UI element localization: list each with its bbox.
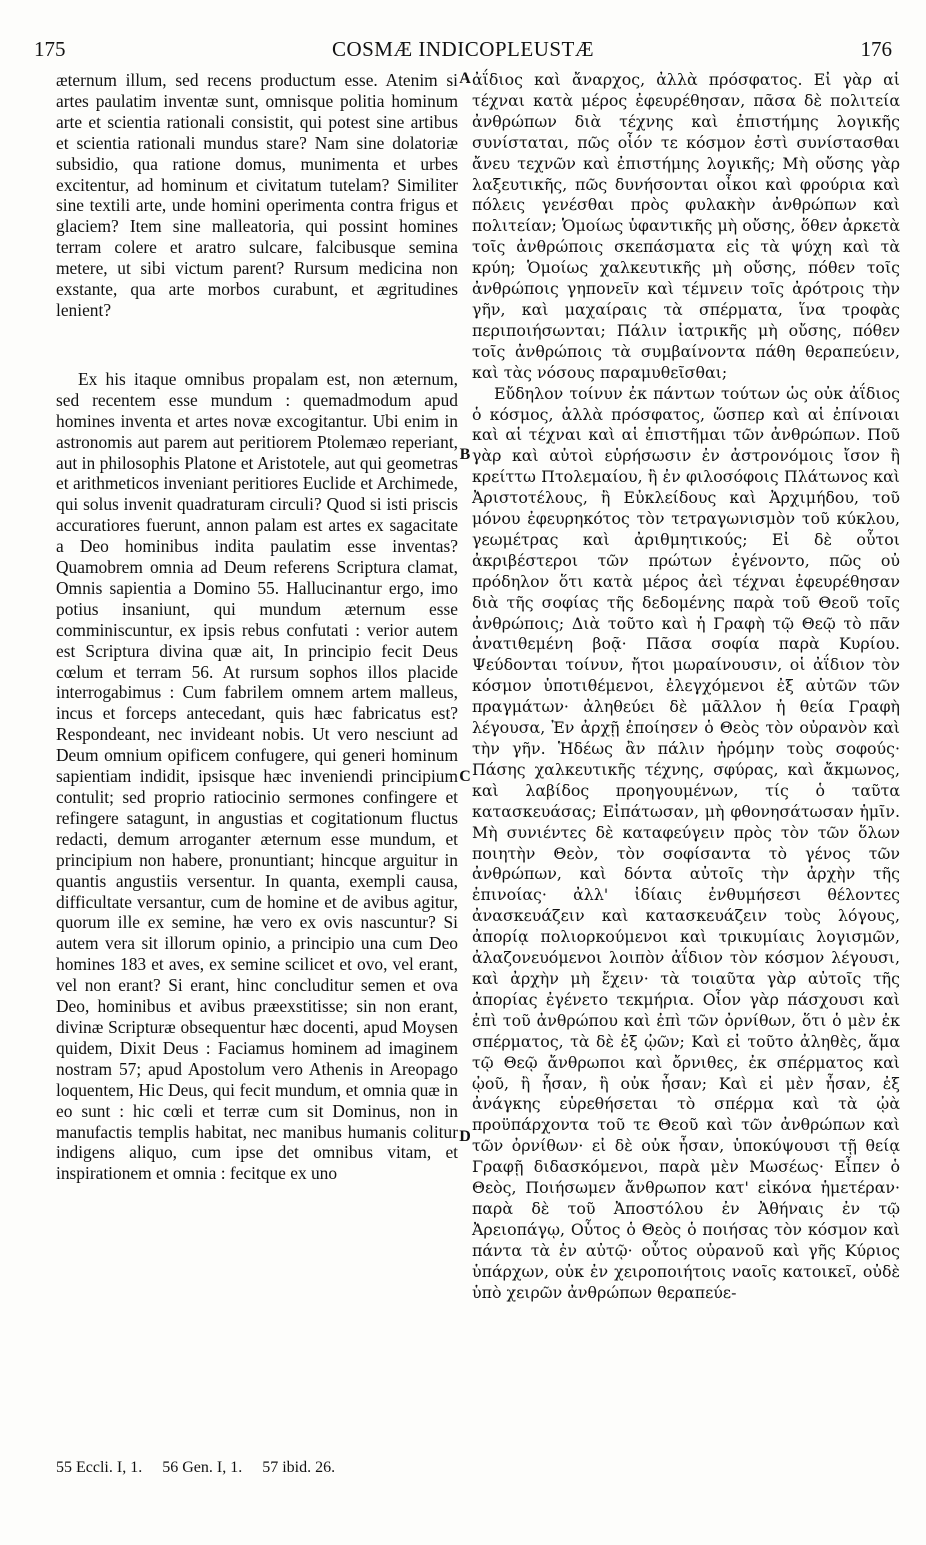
- running-title: COSMÆ INDICOPLEUSTÆ: [331, 37, 595, 61]
- page-number-right: 176: [860, 37, 892, 61]
- footnote-56: 56 Gen. I, 1.: [162, 1459, 243, 1476]
- greek-paragraph-1: ἀΐδιος καὶ ἄναρχος, ἀλλὰ πρόσφατος. Εἰ γὰρ αἱ τέχναι κατὰ μέρος ἐφευρέθησαν, πᾶσα δὲ πολιτεία ἀνθρώπων διὰ τέχνης καὶ ἐπιστήμης λογικῆς συνίσταται, πῶς οἷόν τε κόσμον ἐστὶ συνίστασθαι ἄνευ τεχνῶν καὶ ἐπιστήμης λογικῆς; Μὴ οὔσης γὰρ λαξευτικῆς, πῶς δυνήσονται οἶκοι καὶ φρούρια καὶ πόλεις γενέσθαι πρὸς φυλακὴν ἀνθρώπων καὶ πολιτείαν; Ὁμοίως ὑφαντικῆς μὴ οὔσης, ὅθεν ἀρκετὰ τοῖς ἀνθρώποις σκεπάσματα εἰς τὰ ψύχη καὶ τὰ κρύη; Ὁμοίως χαλκευτικῆς μὴ οὔσης, πόθεν τοῖς ἀνθρώποις γηπονεῖν καὶ τέμνειν τοῖς ἀρότροις τὴν γῆν, καὶ μαχαίραις τὰ σπέρματα, ἵνα τροφὰς περιποιήσωνται; Πάλιν ἰατρικῆς μὴ οὔσης, πόθεν τοῖς ἀνθρώποις τὰ συμβαίνοντα πάθη θεραπεύειν, καὶ τὰς νόσους παραμυθεῖσθαι;: [472, 70, 900, 382]
- margin-marker-d: D: [459, 1128, 471, 1145]
- latin-paragraph-2: Ex his itaque omnibus propalam est, non æternum, sed recentem esse mundum : quemadmodum apud homines inventa et artes novæ excogitantur. Ubi enim in astronomis aut parem aut peritiorem Ptolemæo reperiant, aut in philosophis Platone et Aristotele, aut qui geometras et arithmeticos inveniant peritiores Euclide et Archimede, qui solus invenit quadraturam circuli? Quod si isti priscis accuratiores fuerunt, annon palam est artes ex sagacitate a Deo hominibus indita paulatim esse inventas? Quamobrem omnia ad Deum referens Scriptura clamat, Omnis sapientia a Domino 55. Hallucinantur ergo, imo potius insaniunt, qui mundum æternum esse comminiscuntur, ex ipsis rebus confutati : verior autem est Scriptura divina quæ ait, In principio fecit Deus cœlum et terram 56. At rursum sophos illos placide interrogabimus : Cum fabrilem omnem artem malleus, incus et forceps antecedant, quis hæc fabricatus est? Respondeant, nec invideant nobis. Ut vero nesciunt ad Deum omnium opificem confugere, qui generi hominum sapientiam indidit, ipsisque hæc inveniendi principium contulit; sed proprio ratiocinio sermones confingere et refingere satagunt, in angustias et cogitationum fluctus redacti, demum arroganter æternum esse mundum, et principium non habere, pronuntiant; hincque arguitur in quantis angustiis versentur. In quanta, exempli causa, difficultate versantur, cum de homine et de avibus agitur, quorum ille ex semine, hæ vero ex ovis nascuntur? Si autem vera sit illorum opinio, a principio una cum Deo homines 183 et aves, ex semine scilicet et ovo, vel erant, vel non erant? Si erant, hinc concluditur semen et ova Deo, hominibus et avibus præexstitisse; sin non erant, divinæ Scripturæ obsequentur hæc docenti, apud Moysen quidem, Dixit Deus : Faciamus hominem ad imaginem nostram 57; apud Apostolum vero Athenis in Areopago loquentem, Hic Deus, qui fecit mundum, et omnia quæ in eo sunt : hic cœli et terræ cum sit Dominus, non in manufactis templis habitat, nec manibus humanis colitur indigens aliquo, cum ipse det omnibus vitam, et inspirationem et omnia : fecitque ex uno: [56, 368, 458, 1184]
- margin-marker-b: B: [459, 446, 471, 463]
- greek-column: [472, 70, 900, 1303]
- latin-paragraph-1: æternum illum, sed recens productum esse. Atenim si artes paulatim inventæ sunt, omnisque politia hominum arte et scientia rationali consistit, qui potest sine artibus et scientia rationali mundus stare? Nam sine dolatoriæ subsidio, qua ratione domus, munimenta et urbes excitentur, ad hominum et civitatum tutelam? Similiter sine textili arte, unde homini operimenta contra frigus et glaciem? Item sine malleatoria, qui possint homines terram colere et aratro sulcare, falcibusque semina metere, ut sibi victum parent? Rursum medicina non exstante, qua arte morbos curabunt, et ægritudines lenient?: [56, 70, 458, 320]
- margin-marker-c: C: [459, 768, 471, 785]
- footnote-55: 55 Eccli. I, 1.: [56, 1459, 143, 1476]
- footnote-57: 57 ibid. 26.: [262, 1459, 336, 1476]
- footnotes: [56, 1458, 456, 1478]
- page-header: [34, 34, 892, 64]
- latin-column: [56, 70, 458, 1184]
- page-number-left: 175: [34, 37, 66, 61]
- greek-paragraph-2: Εὔδηλον τοίνυν ἐκ πάντων τούτων ὡς οὐκ ἀΐδιος ὁ κόσμος, ἀλλὰ πρόσφατος, ὥσπερ καὶ αἱ ἐπίνοιαι καὶ αἱ τέχναι καὶ αἱ ἐπιστῆμαι τῶν ἀνθρώπων. Ποῦ γὰρ καὶ αὐτοὶ εὑρήσωσιν ἐν ἀστρονόμοις ἴσον ἢ κρείττω Πτολεμαίου, ἢ ἐν φιλοσόφοις Πλάτωνος καὶ Ἀριστοτέλους, ἢ Εὐκλείδους καὶ Ἀρχιμήδου, τοῦ μόνου ἐφευρηκότος τὸν τετραγωνισμὸν τοῦ κύκλου, γεωμέτρας καὶ ἀριθμητικούς; Εἰ δὲ οὗτοι ἀκριβέστεροι τῶν πρώτων ἐγένοντο, πῶς οὐ πρόδηλον ὅτι κατὰ μέρος ἀεὶ τέχναι ἐφευρέθησαν διὰ τῆς σοφίας τῆς δεδομένης παρὰ τοῦ Θεοῦ τοῖς ἀνθρώποις; Διὰ τοῦτο καὶ ἡ Γραφὴ τῷ Θεῷ τὸ πᾶν ἀνατιθεμένη βοᾷ· Πᾶσα σοφία παρὰ Κυρίου. Ψεύδονται τοίνυν, ἤτοι μωραίνουσιν, οἱ ἀΐδιον τὸν κόσμον ὑποτιθέμενοι, ἐλεγχόμενοι ἐξ αὐτῶν τῶν πραγμάτων· ἀληθεύει δὲ μᾶλλον ἡ θεία Γραφὴ λέγουσα, Ἐν ἀρχῇ ἐποίησεν ὁ Θεὸς τὸν οὐρανὸν καὶ τὴν γῆν. Ἡδέως ἂν πάλιν ἠρόμην τοὺς σοφούς· Πάσης χαλκευτικῆς τέχνης, σφύρας, καὶ ἄκμωνος, καὶ λαβίδος προηγουμένων, τίς ὁ ταῦτα κατασκευάσας; Εἰπάτωσαν, μὴ φθονησάτωσαν ἡμῖν. Μὴ συνιέντες δὲ καταφεύγειν πρὸς τὸν τῶν ὅλων ποιητὴν Θεὸν, τὸν σοφίσαντα τὸ γένος τῶν ἀνθρώπων, καὶ δόντα αὐτοῖς τὴν ἀρχὴν τῆς ἐπινοίας· ἀλλ' ἰδίαις ἐνθυμήσεσι θέλοντες ἀνασκευάζειν καὶ κατασκευάζειν τοὺς λόγους, ἀπορίᾳ πολιορκούμενοι καὶ τρικυμίαις λογισμῶν, ἀλαζονευόμενοι λοιπὸν ἀΐδιον τὸν κόσμον λέγουσι, καὶ ἀρχὴν μὴ ἔχειν· τὰ τοιαῦτα γὰρ αὐτοῖς τῆς ἀπορίας ἐγένετο τεκμήρια. Οἷον γὰρ πάσχουσι καὶ ἐπὶ τοῦ ἀνθρώπου καὶ ἐπὶ τῶν ὀρνίθων, ὅτι ὁ μὲν ἐκ σπέρματος, τὰ δὲ ἐξ ᾠῶν; Καὶ εἰ τοῦτο ἀληθὲς, ἅμα τῷ Θεῷ ἄνθρωποι καὶ ὄρνιθες, ἐκ σπέρματος καὶ ᾠοῦ, ἢ ἦσαν, ἢ οὐκ ἦσαν; Καὶ εἰ μὲν ἦσαν, ἐξ ἀνάγκης εὑρεθήσεται τὸ σπέρμα καὶ τὰ ᾠὰ προϋπάρχοντα τοῦ τε Θεοῦ καὶ τῶν ἀνθρώπων καὶ τῶν ὀρνίθων· εἰ δὲ οὐκ ἦσαν, ὑποκύψουσι τῇ θείᾳ Γραφῇ διδασκόμενοι, παρὰ μὲν Μωσέως· Εἶπεν ὁ Θεὸς, Ποιήσωμεν ἄνθρωπον κατ' εἰκόνα ἡμετέραν· παρὰ δὲ τοῦ Ἀποστόλου ἐν Ἀθήναις ἐν τῷ Ἀρειοπάγῳ, Οὗτος ὁ Θεὸς ὁ ποιήσας τὸν κόσμον καὶ πάντα τὰ ἐν αὐτῷ· οὗτος οὐρανοῦ καὶ γῆς Κύριος ὑπάρχων, οὐκ ἐν χειροποιήτοις ναοῖς κατοικεῖ, οὐδὲ ὑπὸ χειρῶν ἀνθρώπων θεραπεύε-: [472, 383, 900, 1302]
- margin-marker-a: A: [459, 70, 471, 87]
